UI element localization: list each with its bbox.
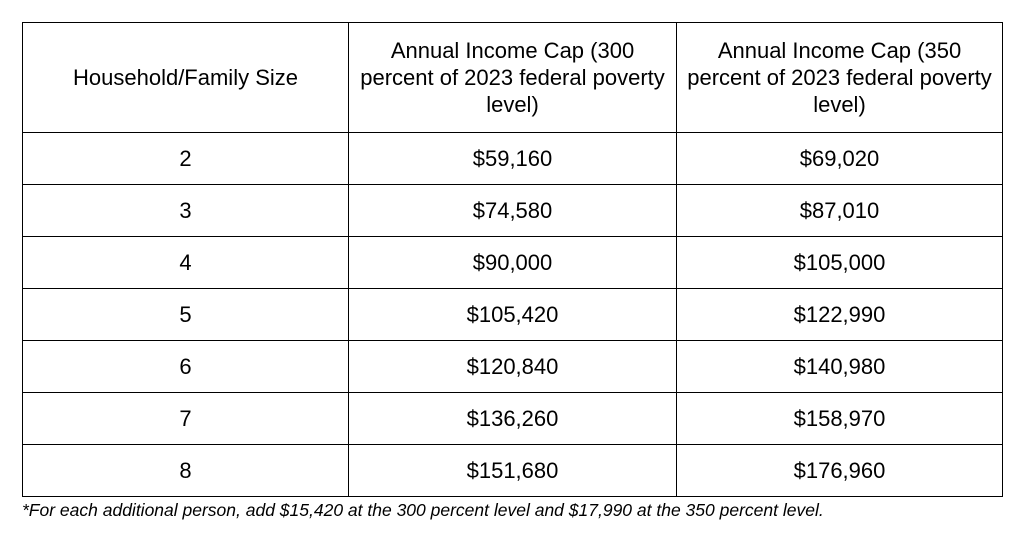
- cell-income-cap-300: $59,160: [349, 133, 677, 185]
- cell-household-size: 4: [23, 237, 349, 289]
- header-household-size: Household/Family Size: [23, 23, 349, 133]
- footnote: *For each additional person, add $15,420 at the 300 percent level and $17,990 at the 350 percent level.: [22, 500, 824, 520]
- table-row: [23, 393, 1003, 445]
- table-row: [23, 445, 1003, 497]
- table-row: [23, 289, 1003, 341]
- table-header-row: [23, 23, 1003, 133]
- cell-household-size: 7: [23, 393, 349, 445]
- cell-income-cap-350: $87,010: [677, 185, 1003, 237]
- cell-income-cap-300: $120,840: [349, 341, 677, 393]
- income-cap-table-container: [22, 22, 1002, 497]
- cell-income-cap-350: $140,980: [677, 341, 1003, 393]
- table-row: [23, 237, 1003, 289]
- header-income-cap-300: Annual Income Cap (300 percent of 2023 federal poverty level): [349, 23, 677, 133]
- cell-household-size: 5: [23, 289, 349, 341]
- table-row: [23, 185, 1003, 237]
- income-cap-table: [22, 22, 1003, 497]
- cell-income-cap-300: $151,680: [349, 445, 677, 497]
- cell-income-cap-350: $158,970: [677, 393, 1003, 445]
- cell-income-cap-300: $105,420: [349, 289, 677, 341]
- cell-income-cap-350: $105,000: [677, 237, 1003, 289]
- table-row: [23, 341, 1003, 393]
- cell-income-cap-350: $122,990: [677, 289, 1003, 341]
- header-income-cap-350: Annual Income Cap (350 percent of 2023 federal poverty level): [677, 23, 1003, 133]
- cell-income-cap-300: $74,580: [349, 185, 677, 237]
- cell-household-size: 2: [23, 133, 349, 185]
- cell-income-cap-300: $90,000: [349, 237, 677, 289]
- cell-income-cap-350: $69,020: [677, 133, 1003, 185]
- cell-income-cap-300: $136,260: [349, 393, 677, 445]
- cell-household-size: 6: [23, 341, 349, 393]
- cell-household-size: 8: [23, 445, 349, 497]
- table-row: [23, 133, 1003, 185]
- cell-household-size: 3: [23, 185, 349, 237]
- cell-income-cap-350: $176,960: [677, 445, 1003, 497]
